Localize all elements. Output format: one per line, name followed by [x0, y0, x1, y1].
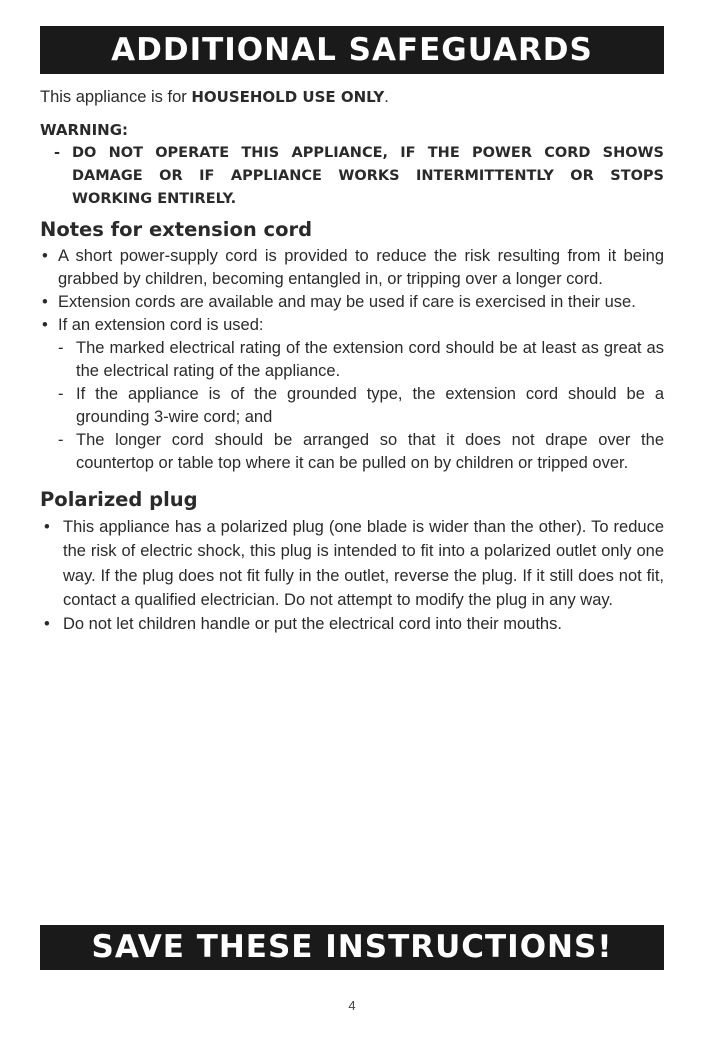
header-banner: ADDITIONAL SAFEGUARDS: [40, 26, 664, 74]
page-content: [40, 86, 664, 636]
polarized-plug-heading: Polarized plug: [40, 488, 198, 511]
list-item: • This appliance has a polarized plug (one blade is wider than the other). To reduce the risk of electric shock, this plug is intended to fit into a polarized outlet only one way. If the plug does not fit fully in the outlet, reverse the plug. If it still does not fit, contact a qualified electrician. Do not attempt to modify the plug in any way.: [40, 515, 664, 612]
warning-label: WARNING:: [40, 121, 129, 139]
dash-marker: -: [58, 385, 64, 403]
sub-list-item: - The longer cord should be arranged so that it does not drape over the countertop or table top where it can be pulled on by children or tripped over.: [58, 431, 664, 472]
page-number: 4: [348, 998, 356, 1013]
bullet-marker: •: [42, 293, 48, 311]
list-item: • A short power-supply cord is provided to reduce the risk resulting from it being grabbed by children, becoming entangled in, or tripping over a longer cord.: [42, 247, 664, 288]
bullet-marker: •: [42, 316, 48, 334]
sub-list-item: - If the appliance is of the grounded type, the extension cord should be a grounding 3-wire cord; and: [58, 385, 664, 426]
warning-text: - DO NOT OPERATE THIS APPLIANCE, IF THE POWER CORD SHOWS DAMAGE OR IF APPLIANCE WORKS INTERMITTENTLY OR STOPS WORKING ENTIRELY.: [40, 142, 664, 211]
dash-marker: -: [58, 431, 64, 449]
dash-marker: -: [58, 339, 64, 357]
intro-line: This appliance is for HOUSEHOLD USE ONLY.: [40, 88, 389, 106]
sub-list-item: - The marked electrical rating of the extension cord should be at least as great as the electrical rating of the appliance.: [58, 339, 664, 380]
bullet-marker: •: [42, 247, 48, 265]
footer-banner: SAVE THESE INSTRUCTIONS!: [40, 925, 664, 970]
list-item: • If an extension cord is used:: [40, 314, 664, 337]
bullet-marker: •: [44, 615, 50, 634]
household-use-emphasis: HOUSEHOLD USE ONLY: [191, 88, 385, 106]
bullet-marker: •: [44, 518, 50, 536]
list-item: • Do not let children handle or put the electrical cord into their mouths.: [40, 612, 664, 636]
dash-marker: -: [54, 145, 61, 161]
list-item: • Extension cords are available and may be used if care is exercised in their use.: [40, 291, 664, 314]
extension-cord-heading: Notes for extension cord: [40, 218, 313, 241]
